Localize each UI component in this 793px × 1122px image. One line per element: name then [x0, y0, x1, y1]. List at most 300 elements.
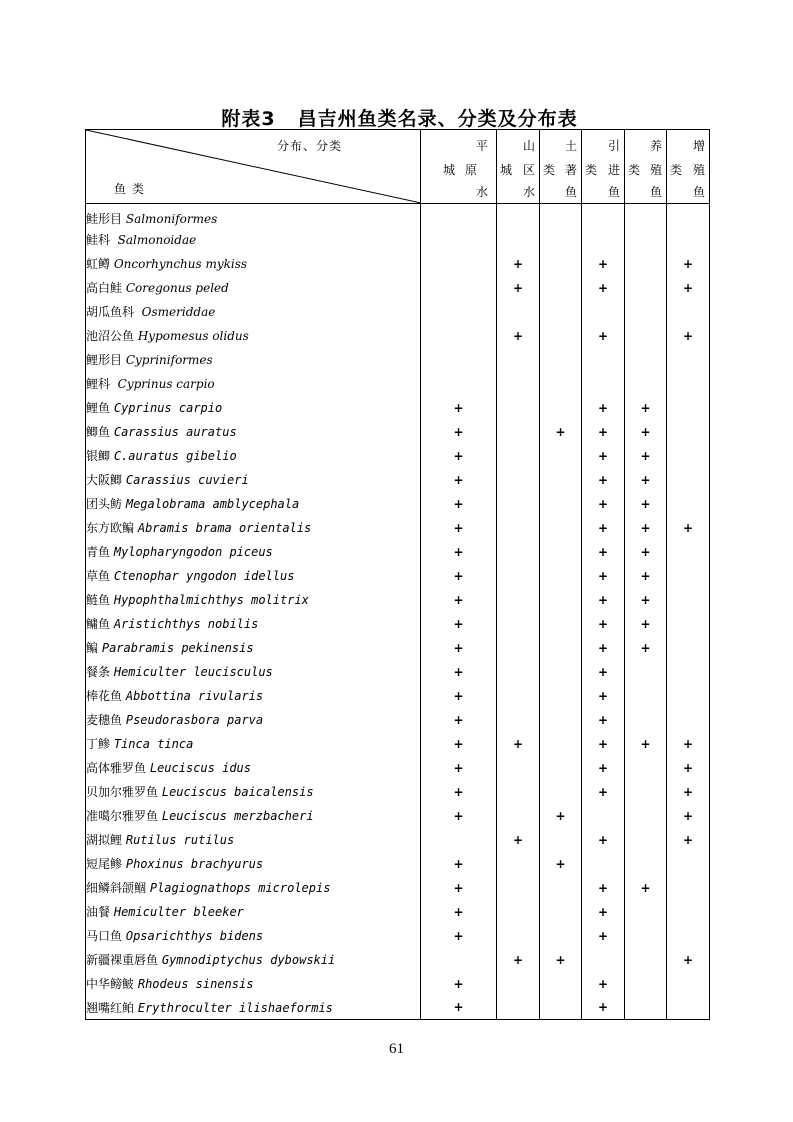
chinese-name: 鳊 — [86, 641, 99, 655]
latin-name: Carassius auratus — [113, 425, 237, 439]
header-text: 山 — [522, 139, 535, 153]
distribution-mark: + — [421, 636, 497, 660]
distribution-mark — [667, 396, 710, 420]
latin-name: Salmoniformes — [125, 212, 218, 227]
distribution-mark — [540, 252, 582, 276]
distribution-mark — [667, 972, 710, 996]
distribution-mark: + — [667, 948, 710, 972]
distribution-mark — [540, 828, 582, 852]
chinese-name: 细鳞斜颌鲴 — [86, 881, 147, 895]
distribution-mark — [540, 372, 582, 396]
distribution-mark — [625, 804, 667, 828]
fish-name-cell — [86, 444, 421, 468]
distribution-mark — [540, 348, 582, 372]
table-row — [86, 396, 710, 420]
fish-name-cell — [86, 876, 421, 900]
table-row — [86, 660, 710, 684]
distribution-mark: + — [625, 444, 667, 468]
distribution-mark — [625, 372, 667, 396]
fish-name-cell — [86, 804, 421, 828]
table-row — [86, 780, 710, 804]
distribution-mark — [625, 852, 667, 876]
distribution-mark — [540, 228, 582, 252]
distribution-mark — [667, 492, 710, 516]
header-col-native — [540, 130, 582, 204]
fish-name-cell — [86, 900, 421, 924]
distribution-mark: + — [582, 660, 625, 684]
latin-name: Carassius cuvieri — [125, 473, 249, 487]
distribution-mark — [540, 516, 582, 540]
distribution-mark — [582, 204, 625, 228]
distribution-mark: + — [582, 516, 625, 540]
distribution-mark: + — [421, 684, 497, 708]
latin-name: Rutilus rutilus — [125, 833, 235, 847]
distribution-mark — [540, 972, 582, 996]
latin-name: Aristichthys nobilis — [113, 617, 259, 631]
chinese-name: 油餐 — [86, 905, 111, 919]
distribution-mark — [497, 996, 540, 1020]
distribution-mark — [540, 732, 582, 756]
distribution-mark: + — [421, 996, 497, 1020]
header-text: 水 — [522, 185, 535, 199]
distribution-mark — [497, 204, 540, 228]
distribution-mark — [540, 780, 582, 804]
distribution-mark: + — [497, 324, 540, 348]
table-row — [86, 924, 710, 948]
distribution-mark: + — [582, 708, 625, 732]
latin-name: Rhodeus sinensis — [137, 977, 254, 991]
distribution-mark — [497, 612, 540, 636]
distribution-mark — [667, 924, 710, 948]
fish-name-cell — [86, 276, 421, 300]
distribution-mark: + — [421, 924, 497, 948]
table-row — [86, 252, 710, 276]
distribution-mark: + — [421, 900, 497, 924]
latin-name: Plagiognathops microlepis — [149, 881, 331, 895]
header-text: 类 — [628, 163, 641, 177]
chinese-name: 准噶尔雅罗鱼 — [86, 809, 159, 823]
header-col-cultured — [625, 130, 667, 204]
distribution-mark: + — [582, 612, 625, 636]
chinese-name: 高白鲑 — [86, 281, 123, 295]
distribution-mark — [497, 492, 540, 516]
table-row — [86, 348, 710, 372]
distribution-mark — [667, 684, 710, 708]
table-row — [86, 492, 710, 516]
header-text: 原 — [465, 163, 478, 177]
table-row — [86, 804, 710, 828]
distribution-mark: + — [625, 540, 667, 564]
table-row — [86, 708, 710, 732]
fish-table — [85, 129, 710, 1020]
header-text: 著 — [564, 163, 577, 177]
distribution-mark — [625, 996, 667, 1020]
distribution-mark: + — [497, 828, 540, 852]
fish-name-cell — [86, 588, 421, 612]
header-text: 殖 — [649, 163, 662, 177]
distribution-mark — [540, 708, 582, 732]
latin-name: Salmonoidae — [117, 233, 197, 247]
chinese-name: 鲤形目 — [86, 353, 123, 367]
table-row — [86, 372, 710, 396]
fish-name-cell — [86, 228, 421, 252]
header-col-introduced — [582, 130, 625, 204]
distribution-mark: + — [667, 804, 710, 828]
fish-name-cell — [86, 972, 421, 996]
distribution-mark: + — [540, 852, 582, 876]
distribution-mark: + — [625, 612, 667, 636]
distribution-mark: + — [582, 468, 625, 492]
distribution-mark — [421, 300, 497, 324]
table-row — [86, 756, 710, 780]
fish-name-cell — [86, 708, 421, 732]
distribution-mark — [421, 204, 497, 228]
fish-name-cell — [86, 300, 421, 324]
distribution-mark — [667, 708, 710, 732]
fish-name-cell — [86, 852, 421, 876]
distribution-mark — [582, 348, 625, 372]
distribution-mark: + — [582, 900, 625, 924]
fish-name-cell — [86, 324, 421, 348]
distribution-mark — [540, 324, 582, 348]
distribution-mark — [625, 972, 667, 996]
fish-name-cell — [86, 996, 421, 1020]
distribution-mark: + — [582, 444, 625, 468]
distribution-mark — [497, 804, 540, 828]
distribution-mark — [625, 252, 667, 276]
distribution-mark: + — [625, 564, 667, 588]
distribution-mark — [540, 468, 582, 492]
chinese-name: 银鲫 — [86, 449, 111, 463]
distribution-mark — [625, 276, 667, 300]
distribution-mark — [540, 924, 582, 948]
distribution-mark: + — [582, 828, 625, 852]
table-row — [86, 204, 710, 228]
distribution-mark: + — [540, 804, 582, 828]
latin-name: C.auratus gibelio — [113, 449, 237, 463]
distribution-mark: + — [667, 732, 710, 756]
distribution-mark — [625, 780, 667, 804]
distribution-mark: + — [625, 636, 667, 660]
distribution-mark — [625, 684, 667, 708]
fish-name-cell — [86, 780, 421, 804]
title-text: 昌吉州鱼类名录、分类及分布表 — [297, 108, 578, 130]
distribution-mark — [540, 996, 582, 1020]
distribution-mark — [497, 924, 540, 948]
latin-name: Cyprinus carpio — [113, 401, 223, 415]
distribution-mark — [497, 780, 540, 804]
distribution-mark: + — [421, 780, 497, 804]
distribution-mark — [497, 636, 540, 660]
distribution-mark: + — [667, 252, 710, 276]
distribution-mark — [497, 300, 540, 324]
distribution-mark — [497, 684, 540, 708]
distribution-mark: + — [421, 708, 497, 732]
distribution-mark: + — [497, 948, 540, 972]
distribution-mark — [421, 252, 497, 276]
distribution-mark — [667, 204, 710, 228]
distribution-mark — [667, 372, 710, 396]
fish-name-cell — [86, 636, 421, 660]
distribution-mark: + — [421, 588, 497, 612]
distribution-mark — [625, 948, 667, 972]
chinese-name: 池沼公鱼 — [86, 329, 135, 343]
distribution-mark — [667, 852, 710, 876]
chinese-name: 草鱼 — [86, 569, 111, 583]
distribution-mark: + — [625, 468, 667, 492]
distribution-mark — [497, 396, 540, 420]
table-row — [86, 516, 710, 540]
fish-name-cell — [86, 756, 421, 780]
distribution-mark — [540, 900, 582, 924]
distribution-mark: + — [582, 996, 625, 1020]
header-text: 鱼 — [692, 185, 705, 199]
chinese-name: 鲑科 — [86, 233, 111, 247]
distribution-mark — [667, 444, 710, 468]
distribution-mark — [667, 300, 710, 324]
distribution-mark: + — [421, 516, 497, 540]
chinese-name: 贝加尔雅罗鱼 — [86, 785, 159, 799]
table-row — [86, 876, 710, 900]
header-text: 水 — [475, 185, 488, 199]
fish-name-cell — [86, 492, 421, 516]
table-row — [86, 972, 710, 996]
chinese-name: 高体雅罗鱼 — [86, 761, 147, 775]
distribution-mark: + — [667, 756, 710, 780]
latin-name: Opsarichthys bidens — [125, 929, 264, 943]
latin-name: Phoxinus brachyurus — [125, 857, 264, 871]
distribution-mark — [540, 396, 582, 420]
fish-name-cell — [86, 516, 421, 540]
distribution-mark — [582, 804, 625, 828]
chinese-name: 鲤鱼 — [86, 401, 111, 415]
chinese-name: 鳙鱼 — [86, 617, 111, 631]
distribution-mark: + — [582, 876, 625, 900]
header-text: 增 — [692, 139, 705, 153]
header-text: 城 — [500, 163, 513, 177]
distribution-mark: + — [497, 276, 540, 300]
distribution-mark: + — [582, 636, 625, 660]
table-row — [86, 540, 710, 564]
distribution-mark: + — [582, 924, 625, 948]
distribution-mark — [625, 756, 667, 780]
distribution-mark: + — [667, 324, 710, 348]
distribution-mark: + — [421, 540, 497, 564]
table-row — [86, 420, 710, 444]
distribution-mark: + — [540, 420, 582, 444]
header-text: 鱼 — [607, 185, 620, 199]
header-text: 殖 — [692, 163, 705, 177]
distribution-mark — [625, 828, 667, 852]
header-text: 城 — [443, 163, 456, 177]
distribution-mark: + — [421, 756, 497, 780]
distribution-mark: + — [421, 396, 497, 420]
distribution-mark — [497, 900, 540, 924]
distribution-mark: + — [582, 276, 625, 300]
latin-name: Osmeriddae — [141, 305, 216, 319]
distribution-mark — [625, 324, 667, 348]
distribution-mark — [667, 468, 710, 492]
chinese-name: 青鱼 — [86, 545, 111, 559]
table-row — [86, 612, 710, 636]
distribution-mark — [540, 684, 582, 708]
distribution-mark — [540, 660, 582, 684]
distribution-mark — [497, 468, 540, 492]
table-row — [86, 684, 710, 708]
distribution-mark — [497, 972, 540, 996]
distribution-mark — [582, 300, 625, 324]
distribution-mark — [540, 276, 582, 300]
table-header — [86, 130, 710, 204]
distribution-mark — [540, 300, 582, 324]
table-row — [86, 300, 710, 324]
distribution-mark: + — [667, 516, 710, 540]
distribution-mark — [625, 204, 667, 228]
latin-name: Abramis brama orientalis — [137, 521, 312, 535]
distribution-mark: + — [421, 612, 497, 636]
distribution-mark — [540, 492, 582, 516]
distribution-mark — [582, 372, 625, 396]
distribution-mark: + — [582, 732, 625, 756]
distribution-mark: + — [582, 252, 625, 276]
distribution-mark: + — [582, 588, 625, 612]
header-text: 引 — [607, 139, 620, 153]
distribution-mark — [421, 324, 497, 348]
distribution-mark: + — [625, 876, 667, 900]
latin-name: Tinca tinca — [113, 737, 194, 751]
distribution-mark: + — [625, 732, 667, 756]
header-text: 养 — [649, 139, 662, 153]
distribution-mark: + — [625, 492, 667, 516]
latin-name: Leuciscus baicalensis — [161, 785, 314, 799]
latin-name: Leuciscus merzbacheri — [161, 809, 314, 823]
distribution-mark: + — [667, 828, 710, 852]
distribution-mark — [497, 564, 540, 588]
chinese-name: 马口鱼 — [86, 929, 123, 943]
chinese-name: 湖拟鲤 — [86, 833, 123, 847]
latin-name: Pseudorasbora parva — [125, 713, 264, 727]
table-row — [86, 900, 710, 924]
distribution-mark — [497, 588, 540, 612]
distribution-mark — [540, 564, 582, 588]
header-text: 鱼 — [649, 185, 662, 199]
table-row — [86, 228, 710, 252]
title-prefix: 附表3 — [221, 108, 276, 130]
latin-name: Coregonus peled — [125, 281, 229, 295]
distribution-mark: + — [582, 396, 625, 420]
chinese-name: 餐条 — [86, 665, 111, 679]
chinese-name: 大阪鲫 — [86, 473, 123, 487]
distribution-mark — [667, 420, 710, 444]
distribution-mark: + — [497, 252, 540, 276]
chinese-name: 新疆裸重唇鱼 — [86, 953, 159, 967]
fish-name-cell — [86, 948, 421, 972]
distribution-mark — [497, 876, 540, 900]
distribution-mark: + — [421, 564, 497, 588]
latin-name: Cyprinus carpio — [117, 377, 215, 391]
distribution-mark — [497, 756, 540, 780]
table-row — [86, 948, 710, 972]
header-distribution-label: 分布、分类 — [276, 139, 342, 153]
header-text: 鱼 — [564, 185, 577, 199]
chinese-name: 鲢鱼 — [86, 593, 111, 607]
table-row — [86, 732, 710, 756]
latin-name: Parabramis pekinensis — [101, 641, 254, 655]
distribution-mark: + — [582, 324, 625, 348]
fish-name-cell — [86, 564, 421, 588]
distribution-mark — [625, 924, 667, 948]
table-row — [86, 828, 710, 852]
table-row — [86, 852, 710, 876]
distribution-mark — [667, 996, 710, 1020]
fish-name-cell — [86, 204, 421, 228]
latin-name: Cypriniformes — [125, 353, 213, 367]
distribution-mark — [667, 540, 710, 564]
latin-name: Hemiculter bleeker — [113, 905, 244, 919]
distribution-mark — [667, 660, 710, 684]
distribution-mark: + — [667, 276, 710, 300]
table-row — [86, 276, 710, 300]
latin-name: Abbottina rivularis — [125, 689, 264, 703]
distribution-mark: + — [582, 492, 625, 516]
distribution-mark — [625, 708, 667, 732]
table-row — [86, 468, 710, 492]
fish-name-cell — [86, 396, 421, 420]
fish-name-cell — [86, 348, 421, 372]
distribution-mark — [625, 660, 667, 684]
distribution-mark — [625, 900, 667, 924]
table-row — [86, 324, 710, 348]
document-title — [0, 104, 793, 131]
diagonal-header-cell — [86, 130, 421, 204]
distribution-mark — [497, 420, 540, 444]
distribution-mark: + — [625, 420, 667, 444]
distribution-mark: + — [421, 852, 497, 876]
distribution-mark: + — [625, 588, 667, 612]
distribution-mark — [540, 540, 582, 564]
fish-name-cell — [86, 732, 421, 756]
distribution-mark — [540, 612, 582, 636]
fish-name-cell — [86, 252, 421, 276]
distribution-mark: + — [421, 732, 497, 756]
table-row — [86, 996, 710, 1020]
fish-name-cell — [86, 372, 421, 396]
chinese-name: 鲑形目 — [86, 212, 123, 227]
distribution-mark — [667, 588, 710, 612]
distribution-mark — [421, 948, 497, 972]
distribution-mark — [421, 228, 497, 252]
chinese-name: 鲤科 — [86, 377, 111, 391]
distribution-mark — [540, 876, 582, 900]
latin-name: Leuciscus idus — [149, 761, 251, 775]
chinese-name: 棒花鱼 — [86, 689, 123, 703]
distribution-mark — [667, 900, 710, 924]
distribution-mark: + — [582, 780, 625, 804]
fish-name-cell — [86, 612, 421, 636]
distribution-mark — [625, 300, 667, 324]
distribution-mark — [497, 348, 540, 372]
fish-name-cell — [86, 540, 421, 564]
chinese-name: 胡瓜鱼科 — [86, 305, 135, 319]
distribution-mark: + — [582, 684, 625, 708]
chinese-name: 翘嘴红鲌 — [86, 1000, 135, 1015]
latin-name: Mylopharyngodon piceus — [113, 545, 273, 559]
distribution-mark: + — [421, 660, 497, 684]
distribution-mark — [667, 228, 710, 252]
distribution-mark: + — [582, 420, 625, 444]
fish-name-cell — [86, 660, 421, 684]
distribution-mark: + — [625, 396, 667, 420]
